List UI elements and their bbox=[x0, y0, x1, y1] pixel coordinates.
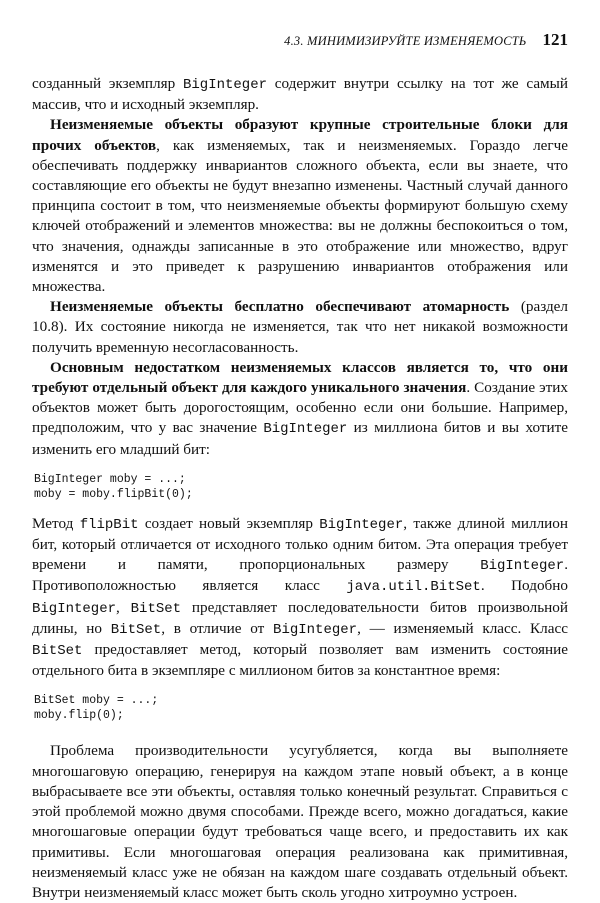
code-block-1: BigInteger moby = ...; moby = moby.flipBit(0); bbox=[34, 472, 193, 501]
bold-statement: Основным недостатком неизменяемых классов является то, что они требуют отдельный объект для каждого уникального значения bbox=[32, 358, 568, 397]
bold-statement: Неизменяемые объекты бесплатно обеспечивают атомарность bbox=[50, 298, 510, 316]
inline-code: BitSet bbox=[130, 600, 182, 617]
paragraph-6: Проблема производительности усугубляется, когда вы выполняете многошаговую операцию, генерируя на каждом этапе новый объект, а в конце выбрасываете все эти объекты, оставляя только конечный результат. Справиться с этой проблемой можно двумя способами. Прежде всего, можно догадаться, какие многошаговые операции будут требоваться чаще всего, и предоставить их как примитивы. Если многошаговая операция реализована как примитивная, неизменяемый класс уже не обязан на каждом шаге создавать отдельный объект. Внутри неизменяемый класс может быть сколь угодно хитроумно устроен. bbox=[32, 742, 568, 901]
code-block-2: BitSet moby = ...; moby.flip(0); bbox=[34, 694, 159, 723]
inline-code: BigInteger bbox=[32, 600, 117, 617]
paragraph-1: созданный экземпляр BigInteger содержит внутри ссылку на тот же самый массив, что и исходный экземпляр. bbox=[32, 75, 569, 114]
inline-code: BigInteger bbox=[182, 77, 267, 93]
inline-code: BigInteger bbox=[480, 558, 565, 575]
paragraph-4: Основным недостатком неизменяемых классов является то, что они требуют отдельный объект для каждого уникального значения. Создание этих объектов может быть дорогостоящим, особенно если они большие. Например, предположим, что у вас значение BigInteger из миллиона битов и вы хотите изменить его младший бит: bbox=[32, 358, 569, 458]
page-header bbox=[32, 30, 568, 54]
page-number: 121 bbox=[542, 30, 568, 49]
bold-statement: Неизменяемые объекты образуют крупные строительные блоки для прочих объектов bbox=[32, 116, 568, 154]
inline-code: BigInteger bbox=[263, 421, 348, 438]
page-body bbox=[32, 74, 568, 903]
inline-code: BitSet bbox=[110, 621, 162, 638]
paragraph-3: Неизменяемые объекты бесплатно обеспечивают атомарность (раздел 10.8). Их состояние никогда не изменяется, так что нет никакой возможности получить временную несогласованность. bbox=[32, 298, 569, 356]
paragraph-5: Метод flipBit создает новый экземпляр BigInteger, также длиной миллион бит, который отличается от исходного только одним битом. Эта операция требует времени и памяти, пропорциональных размеру BigInteger. Противоположностью является класс java.util.BitSet. Подобно BigInteger, BitSet представляет последовательности битов произвольной длины, но BitSet, в отличие от BigInteger, — изменяемый класс. Класс BitSet предоставляет метод, который позволяет вам изменить состояние отдельного бита в экземпляре с миллионом битов за константное время: bbox=[32, 514, 569, 680]
inline-code: flipBit bbox=[79, 516, 139, 533]
running-title: 4.3. МИНИМИЗИРУЙТЕ ИЗМЕНЯЕМОСТЬ bbox=[284, 34, 527, 48]
inline-code: java.util.BitSet bbox=[346, 579, 481, 596]
paragraph-2: Неизменяемые объекты образуют крупные строительные блоки для прочих объектов, как изменяемых, так и неизменяемых. Гораздо легче обеспечивать поддержку инвариантов сложного объекта, если вы знаете, что составляющие его объекты не будут внезапно изменены. Частный случай данного принципа состоит в том, что неизменяемые объекты формируют большую схему ключей отображений и элементов множества: вы не должны беспокоиться о том, что значения, однажды записанные в это отображение или множество, вдруг изменятся и это приведет к разрушению инвариантов отображения или множества. bbox=[32, 116, 568, 296]
inline-code: BigInteger bbox=[319, 516, 404, 533]
inline-code: BigInteger bbox=[273, 621, 358, 638]
inline-code: BitSet bbox=[32, 643, 83, 660]
